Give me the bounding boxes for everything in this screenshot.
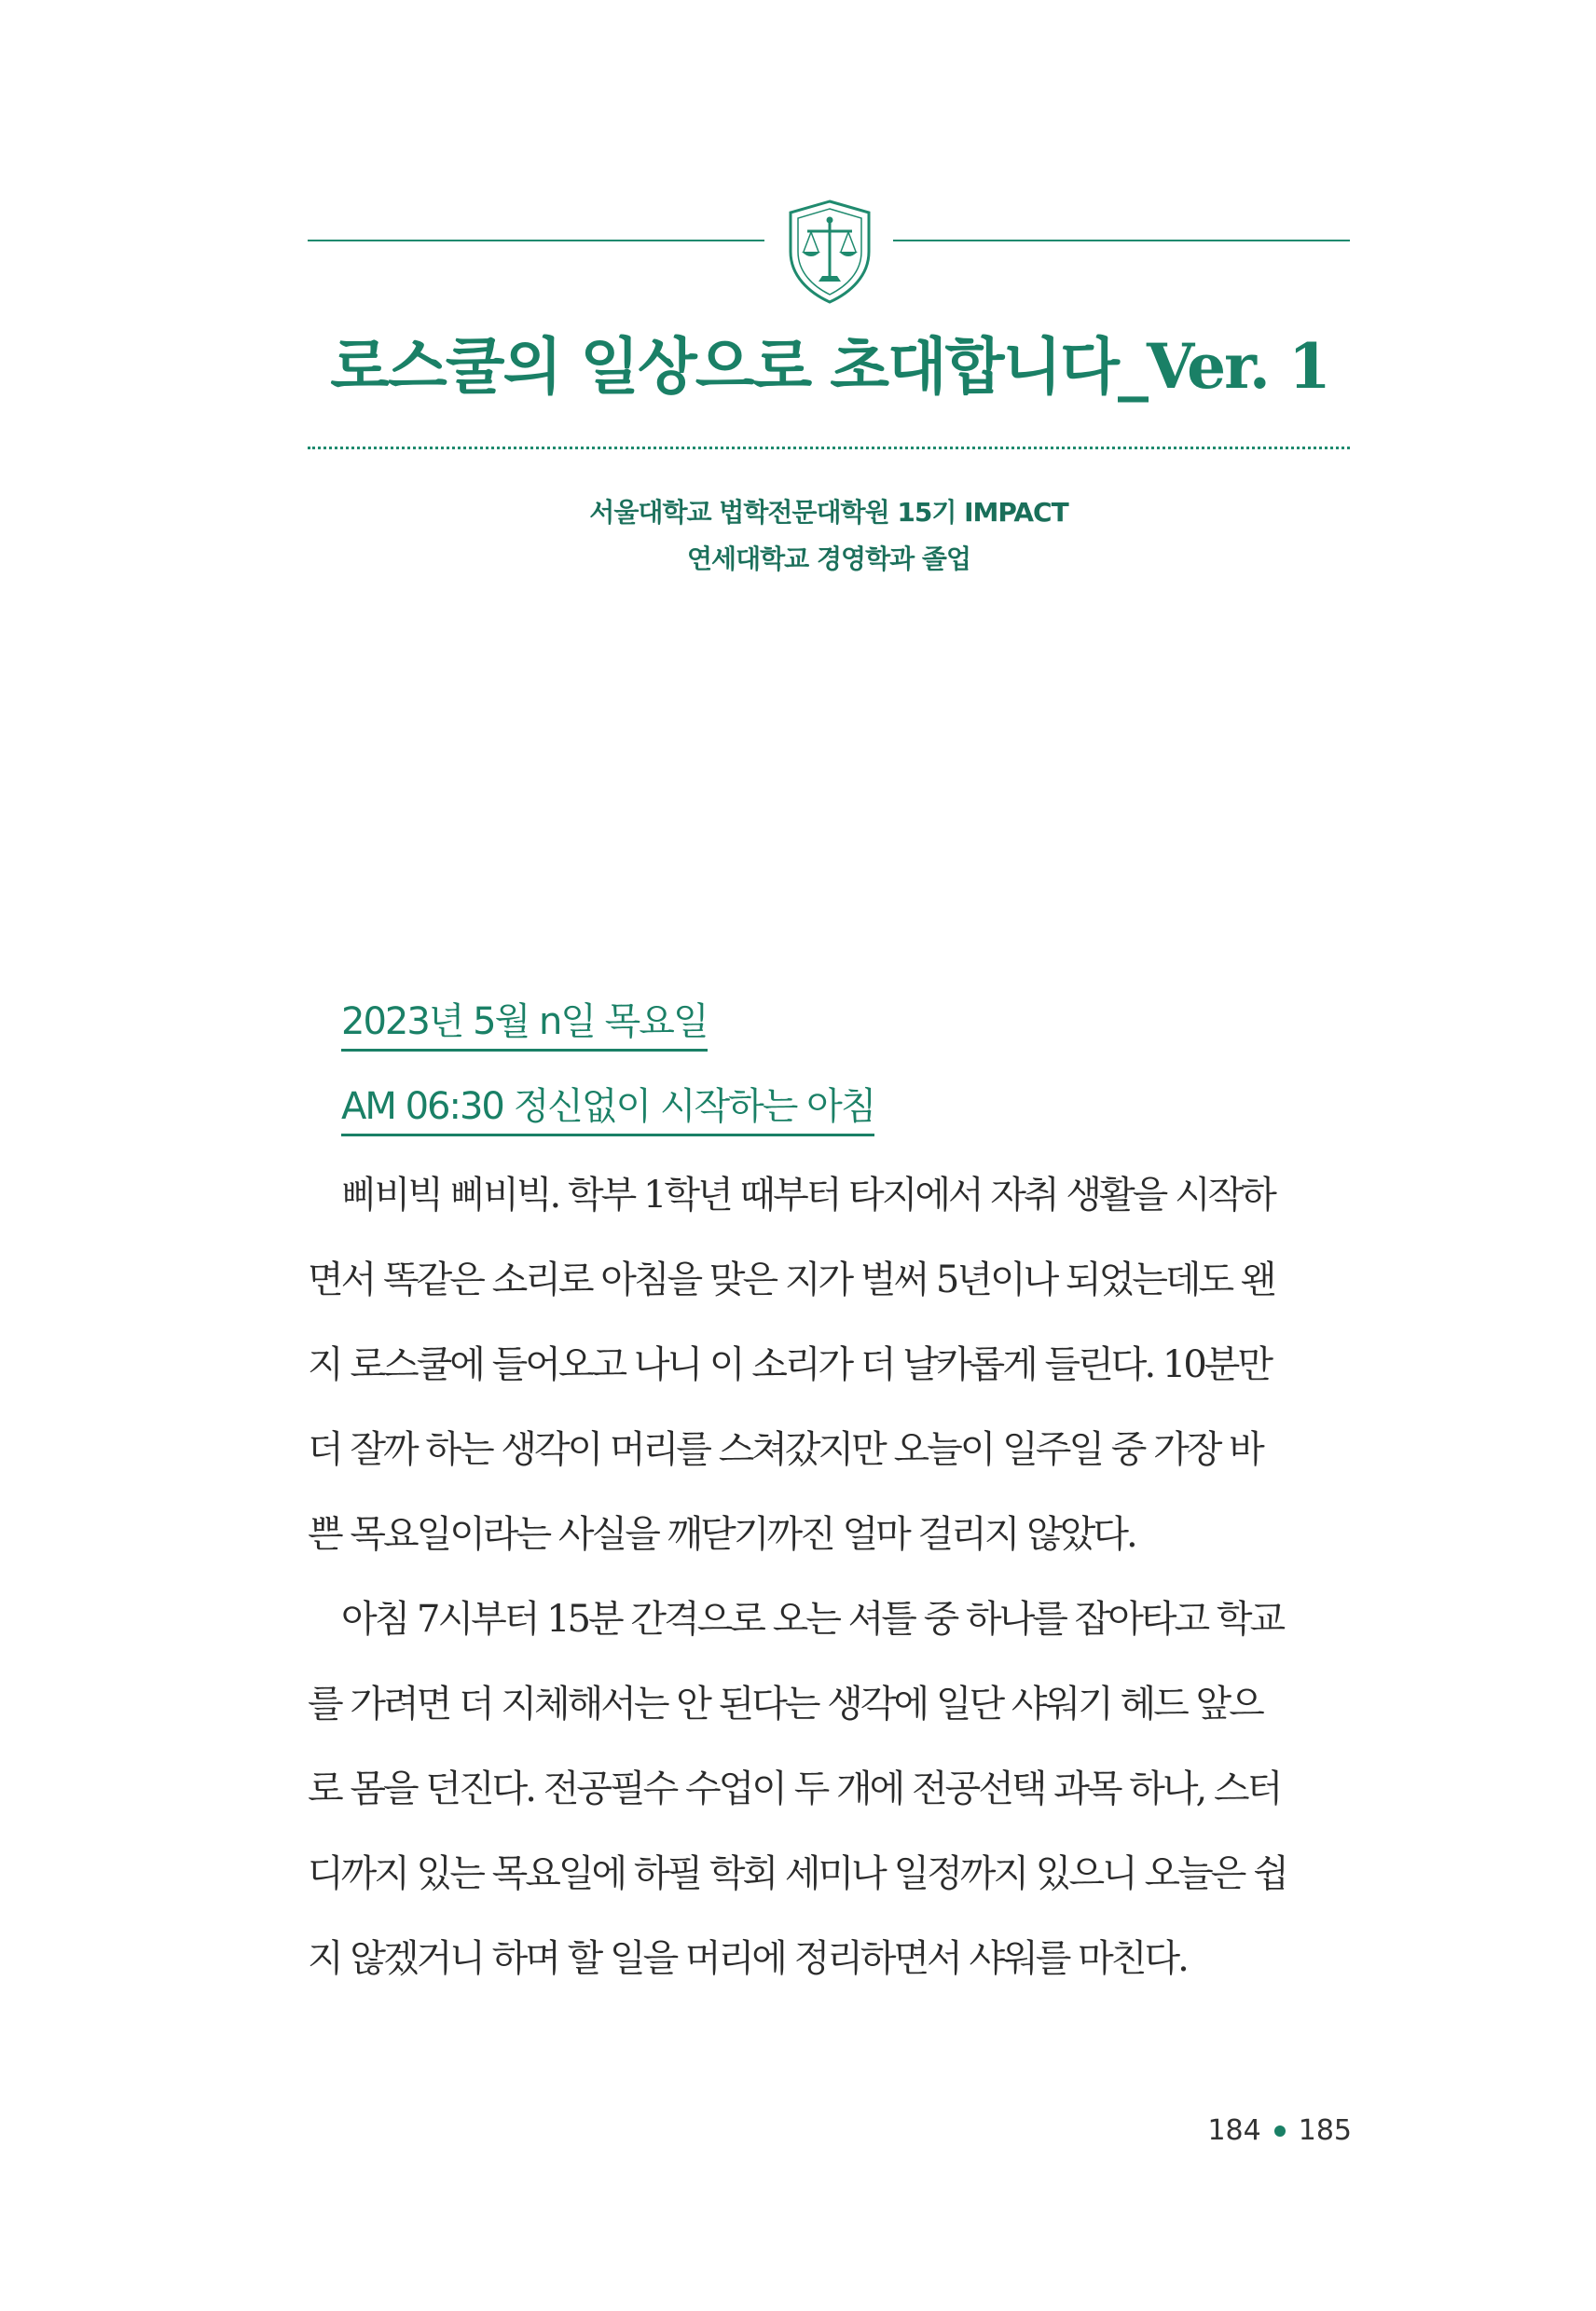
author-affiliation-line-1: 서울대학교 법학전문대학원 15기 IMPACT (589, 497, 1068, 528)
body-line: 더 잘까 하는 생각이 머리를 스쳐갔지만 오늘이 일주일 중 가장 바 (308, 1428, 1262, 1471)
body-line: 삐비빅 삐비빅. 학부 1학년 때부터 타지에서 자취 생활을 시작하 (341, 1174, 1274, 1217)
author-affiliation-line-2: 연세대학교 경영학과 졸업 (686, 543, 971, 574)
title-dotted-divider (308, 447, 1350, 449)
body-line: 지 않겠거니 하며 할 일을 머리에 정리하면서 샤워를 마친다. (308, 1937, 1187, 1980)
body-line: 면서 똑같은 소리로 아침을 맞은 지가 벌써 5년이나 되었는데도 왠 (308, 1259, 1274, 1301)
body-line: 를 가려면 더 지체해서는 안 된다는 생각에 일단 샤워기 헤드 앞으 (308, 1683, 1262, 1726)
header-rule-left (308, 240, 764, 241)
time-heading: AM 06:30 정신없이 시작하는 아침 (341, 1077, 874, 1136)
page-title: 로스쿨의 일상으로 초대합니다_Ver. 1 (330, 330, 1329, 403)
page-number-left: 184 (1207, 2114, 1261, 2147)
scales-of-justice-shield-icon (783, 198, 876, 306)
body-line: 지 로스쿨에 들어오고 나니 이 소리가 더 날카롭게 들린다. 10분만 (308, 1343, 1272, 1386)
body-line: 로 몸을 던진다. 전공필수 수업이 두 개에 전공선택 과목 하나, 스터 (308, 1768, 1281, 1810)
page-number-separator-dot (1274, 2125, 1286, 2137)
body-line: 디까지 있는 목요일에 하필 학회 세미나 일정까지 있으니 오늘은 쉽 (308, 1852, 1286, 1895)
page-number-right: 185 (1298, 2114, 1352, 2147)
body-line: 쁜 목요일이라는 사실을 깨닫기까진 얼마 걸리지 않았다. (308, 1513, 1135, 1556)
body-line: 아침 7시부터 15분 간격으로 오는 셔틀 중 하나를 잡아타고 학교 (341, 1598, 1284, 1641)
date-heading: 2023년 5월 n일 목요일 (341, 992, 708, 1052)
header-rule-right (893, 240, 1350, 241)
page-numbers (1184, 2114, 1352, 2147)
